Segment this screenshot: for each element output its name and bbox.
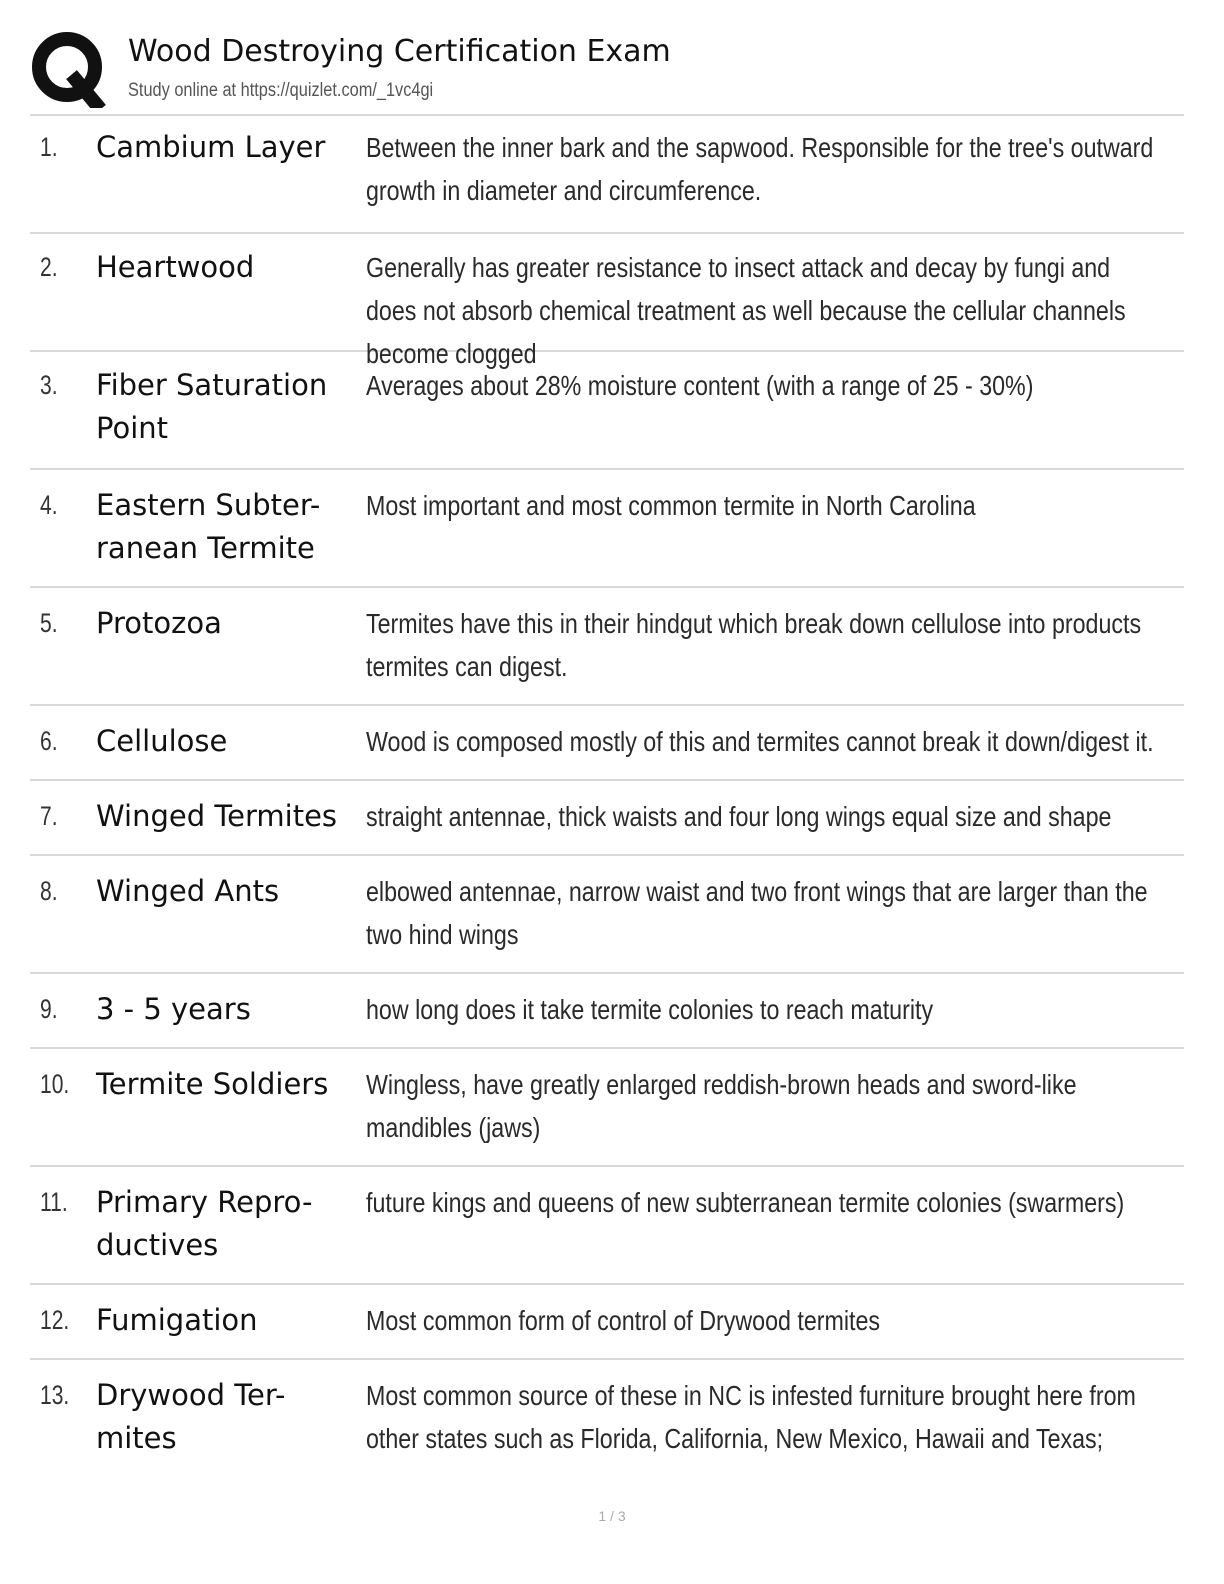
card-row [30,706,1184,781]
quizlet-q-logo-icon [30,30,108,108]
card-row [30,856,1184,974]
card-number: 3. [40,370,58,400]
page-title: Wood Destroying Certification Exam [128,34,671,69]
page-header [30,28,1184,116]
card-definition: Wingless, have greatly enlarged reddish-brown heads and sword-like mandibles (jaws) [366,1069,1077,1143]
card-term: Drywood Ter-mites [96,1378,286,1455]
card-row [30,1049,1184,1167]
card-definition: elbowed antennae, narrow waist and two front wings that are larger than the two hind wings [366,876,1148,950]
card-term: Cambium Layer [96,130,326,164]
card-definition: how long does it take termite colonies to reach maturity [366,994,934,1025]
card-term: Winged Termites [96,799,338,833]
card-definition: Most common source of these in NC is infested furniture brought here from other states such as Florida, California, New Mexico, Hawaii and Texas; [366,1380,1136,1454]
card-row [30,470,1184,588]
page-number: 1 / 3 [598,1508,626,1524]
card-row [30,352,1184,470]
card-row [30,974,1184,1049]
card-definition: Between the inner bark and the sapwood. Responsible for the tree's outward growth in diameter and circumference. [366,132,1154,206]
card-term: Protozoa [96,606,222,640]
card-definition: future kings and queens of new subterranean termite colonies (swarmers) [366,1187,1125,1218]
card-number: 12. [40,1305,70,1335]
card-term: Fiber Saturation Point [96,368,328,445]
card-term: Winged Ants [96,874,280,908]
card-row [30,1167,1184,1285]
card-term: Termite Soldiers [96,1067,329,1101]
card-term: Eastern Subter-ranean Termite [96,488,321,565]
card-number: 10. [40,1069,70,1099]
card-term: Fumigation [96,1303,258,1337]
card-row [30,1285,1184,1360]
card-number: 11. [40,1187,68,1217]
card-definition: Generally has greater resistance to insect attack and decay by fungi and does not absorb chemical treatment as well because the cellular channels become clogged [366,252,1126,369]
card-row [30,781,1184,856]
card-definition: Wood is composed mostly of this and termites cannot break it down/digest it. [366,726,1154,757]
card-term: Heartwood [96,250,255,284]
card-number: 8. [40,876,58,906]
card-number: 2. [40,252,58,282]
card-number: 13. [40,1380,70,1410]
card-term: Cellulose [96,724,228,758]
card-definition: Most common form of control of Drywood termites [366,1305,881,1336]
card-number: 7. [40,801,58,831]
card-number: 4. [40,490,58,520]
card-number: 9. [40,994,58,1024]
card-row [30,588,1184,706]
card-definition: Termites have this in their hindgut which break down cellulose into products termites can digest. [366,608,1142,682]
card-row [30,1360,1184,1476]
study-online-link[interactable]: Study online at https://quizlet.com/_1vc4gi [128,80,434,101]
card-definition: straight antennae, thick waists and four long wings equal size and shape [366,801,1112,832]
card-definition: Averages about 28% moisture content (with a range of 25 - 30%) [366,370,1034,401]
card-number: 1. [40,132,58,162]
card-definition: Most important and most common termite in North Carolina [366,490,976,521]
card-number: 6. [40,726,58,756]
card-row [30,116,1184,234]
card-term: 3 - 5 years [96,992,251,1026]
card-term: Primary Repro-ductives [96,1185,313,1262]
card-row [30,234,1184,369]
flashcard-list [30,116,1184,1476]
card-number: 5. [40,608,58,638]
